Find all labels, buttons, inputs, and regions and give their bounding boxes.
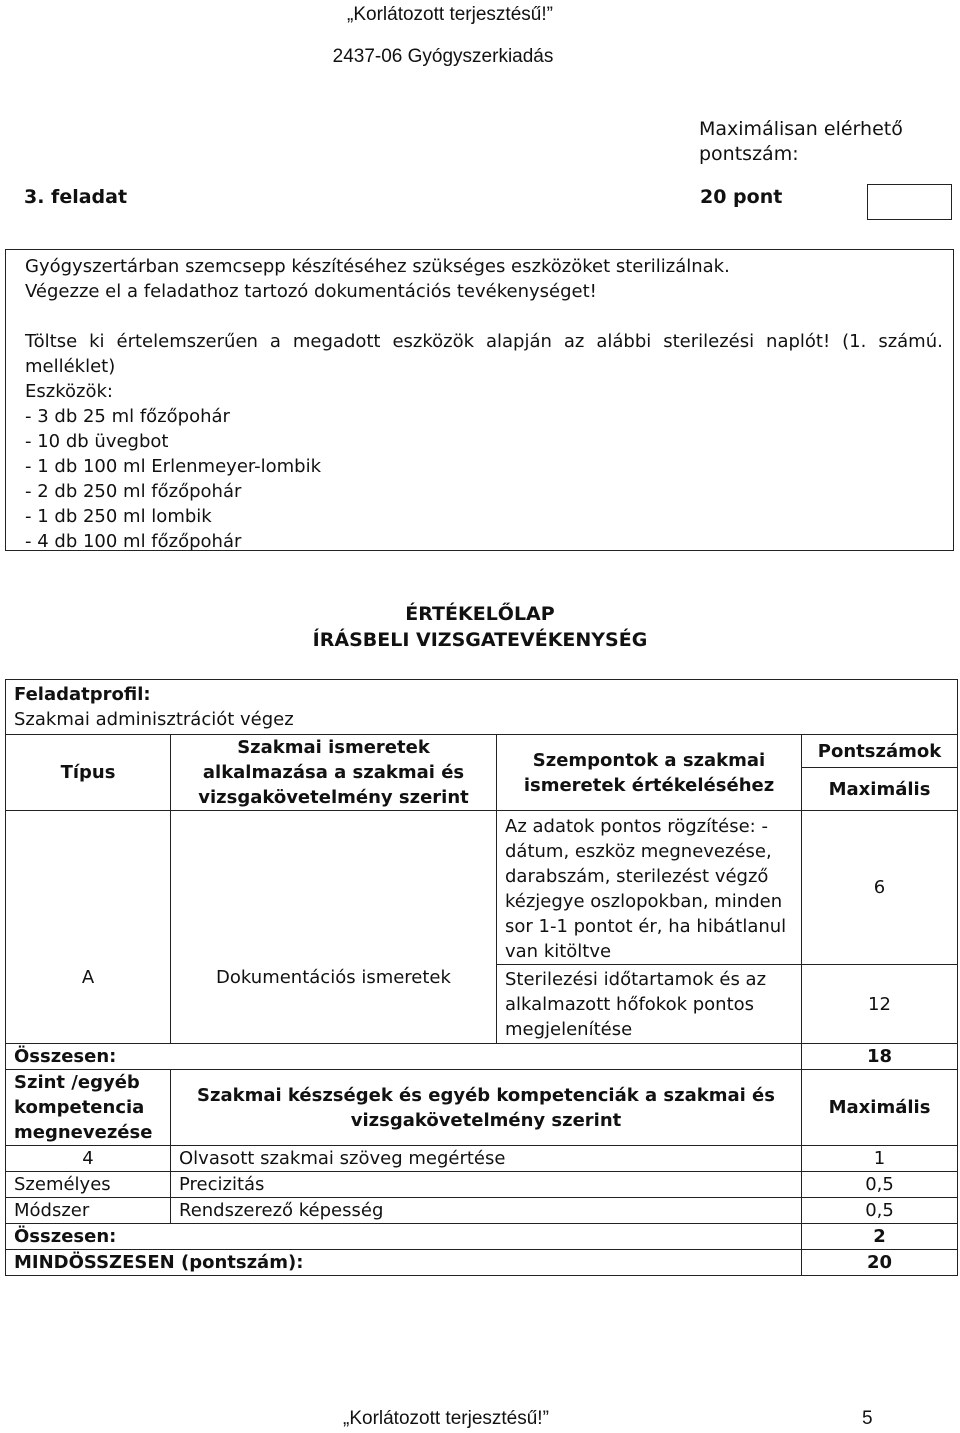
table-row [6,680,958,735]
table-row [6,1198,958,1224]
task-title: 3. feladat [24,186,128,208]
skill-name: Rendszerező képesség [171,1198,802,1224]
tool-item: - 4 db 100 ml főzőpohár [25,531,242,552]
skill-level: Módszer [6,1198,171,1224]
skills-header-max: Maximális [802,1070,958,1146]
tool-item: - 10 db üvegbot [25,431,169,452]
skills-total-label: Összesen: [6,1224,802,1250]
skills-header-level: Szint /egyéb kompetencia megnevezése [6,1070,171,1146]
skill-points: 0,5 [802,1172,958,1198]
instruction-word: eszközök [392,331,475,352]
instruction-word: alábbi [596,331,652,352]
col-points-header: Pontszámok [802,735,958,768]
page-number: 5 [862,1408,873,1429]
instruction-word: (1. [842,331,867,352]
sheet-title-1: ÉRTÉKELŐLAP [405,603,555,625]
table-row [6,735,958,768]
task-instruction [25,329,953,354]
instruction-word: számú. [878,331,943,352]
criteria-1: Az adatok pontos rögzítése: - dátum, eszköz megnevezése, darabszám, sterilezést végző kézjegye oszlopokban, minden sor 1-1 pontot ér, ha hibátlanul van kitöltve [497,811,802,965]
instruction-word: értelemszerűen [116,331,258,352]
table-row [6,1172,958,1198]
skill-name: Precizitás [171,1172,802,1198]
sheet-title-2: ÍRÁSBELI VIZSGATEVÉKENYSÉG [312,629,648,651]
row-knowledge: Dokumentációs ismeretek [171,811,497,1044]
skill-level: Személyes [6,1172,171,1198]
skills-total-value: 2 [802,1224,958,1250]
row-type: A [6,811,171,1044]
footer-restricted: „Korlátozott terjesztésű!” [343,1408,549,1429]
header-module-code: 2437-06 Gyógyszerkiadás [332,46,554,67]
instruction-word: az [563,331,585,352]
table-row [6,1224,958,1250]
tool-item: - 3 db 25 ml főzőpohár [25,406,230,427]
tool-item: - 1 db 100 ml Erlenmeyer-lombik [25,456,322,477]
tool-item: - 1 db 250 ml lombik [25,506,212,527]
tools-label: Eszközök: [25,381,113,402]
skill-level: 4 [6,1146,171,1172]
task-line: Végezze el a feladathoz tartozó dokumentációs tevékenységet! [25,281,597,302]
instruction-word: sterilezési [663,331,755,352]
max-points-label: Maximálisan elérhető pontszám: [699,118,903,165]
criteria-1-points: 6 [802,811,958,965]
profile-value: Szakmai adminisztrációt végez [14,709,294,730]
grand-total-label: MINDÖSSZESEN (pontszám): [6,1250,802,1276]
grand-total-value: 20 [802,1250,958,1276]
profile-label: Feladatprofil: [14,684,151,705]
instruction-word: naplót! [766,331,831,352]
subtotal-value: 18 [802,1044,958,1070]
skill-name: Olvasott szakmai szöveg megértése [171,1146,802,1172]
skill-points: 0,5 [802,1198,958,1224]
profile-cell [6,680,958,735]
col-max-header: Maximális [802,768,958,811]
col-type-header: Típus [6,735,171,811]
tool-item: - 2 db 250 ml főzőpohár [25,481,242,502]
table-row [6,811,958,965]
criteria-2: Sterilezési időtartamok és az alkalmazott hőfokok pontos megjelenítése [497,965,802,1044]
instruction-word: Töltse [25,331,78,352]
table-row [6,1250,958,1276]
task-description-box [5,249,954,551]
subtotal-label: Összesen: [6,1044,802,1070]
table-row [6,1044,958,1070]
instruction-word: alapján [486,331,552,352]
task-points: 20 pont [700,186,783,208]
task-instruction-cont: melléklet) [25,356,116,377]
header-restricted: „Korlátozott terjesztésű!” [347,4,553,25]
col-knowledge-header: Szakmai ismeretek alkalmazása a szakmai és vizsgakövetelmény szerint [171,735,497,811]
evaluation-table [5,679,958,1276]
score-box[interactable] [867,184,952,220]
instruction-word: a [269,331,281,352]
col-criteria-header: Szempontok a szakmai ismeretek értékeléséhez [497,735,802,811]
instruction-word: megadott [292,331,381,352]
instruction-word: ki [89,331,105,352]
evaluation-sheet-title [0,601,960,653]
table-row [6,1146,958,1172]
table-row [6,1070,958,1146]
criteria-2-points: 12 [802,965,958,1044]
skills-header-name: Szakmai készségek és egyéb kompetenciák a szakmai és vizsgakövetelmény szerint [171,1070,802,1146]
skill-points: 1 [802,1146,958,1172]
task-line: Gyógyszertárban szemcsepp készítéséhez szükséges eszközöket sterilizálnak. [25,256,730,277]
